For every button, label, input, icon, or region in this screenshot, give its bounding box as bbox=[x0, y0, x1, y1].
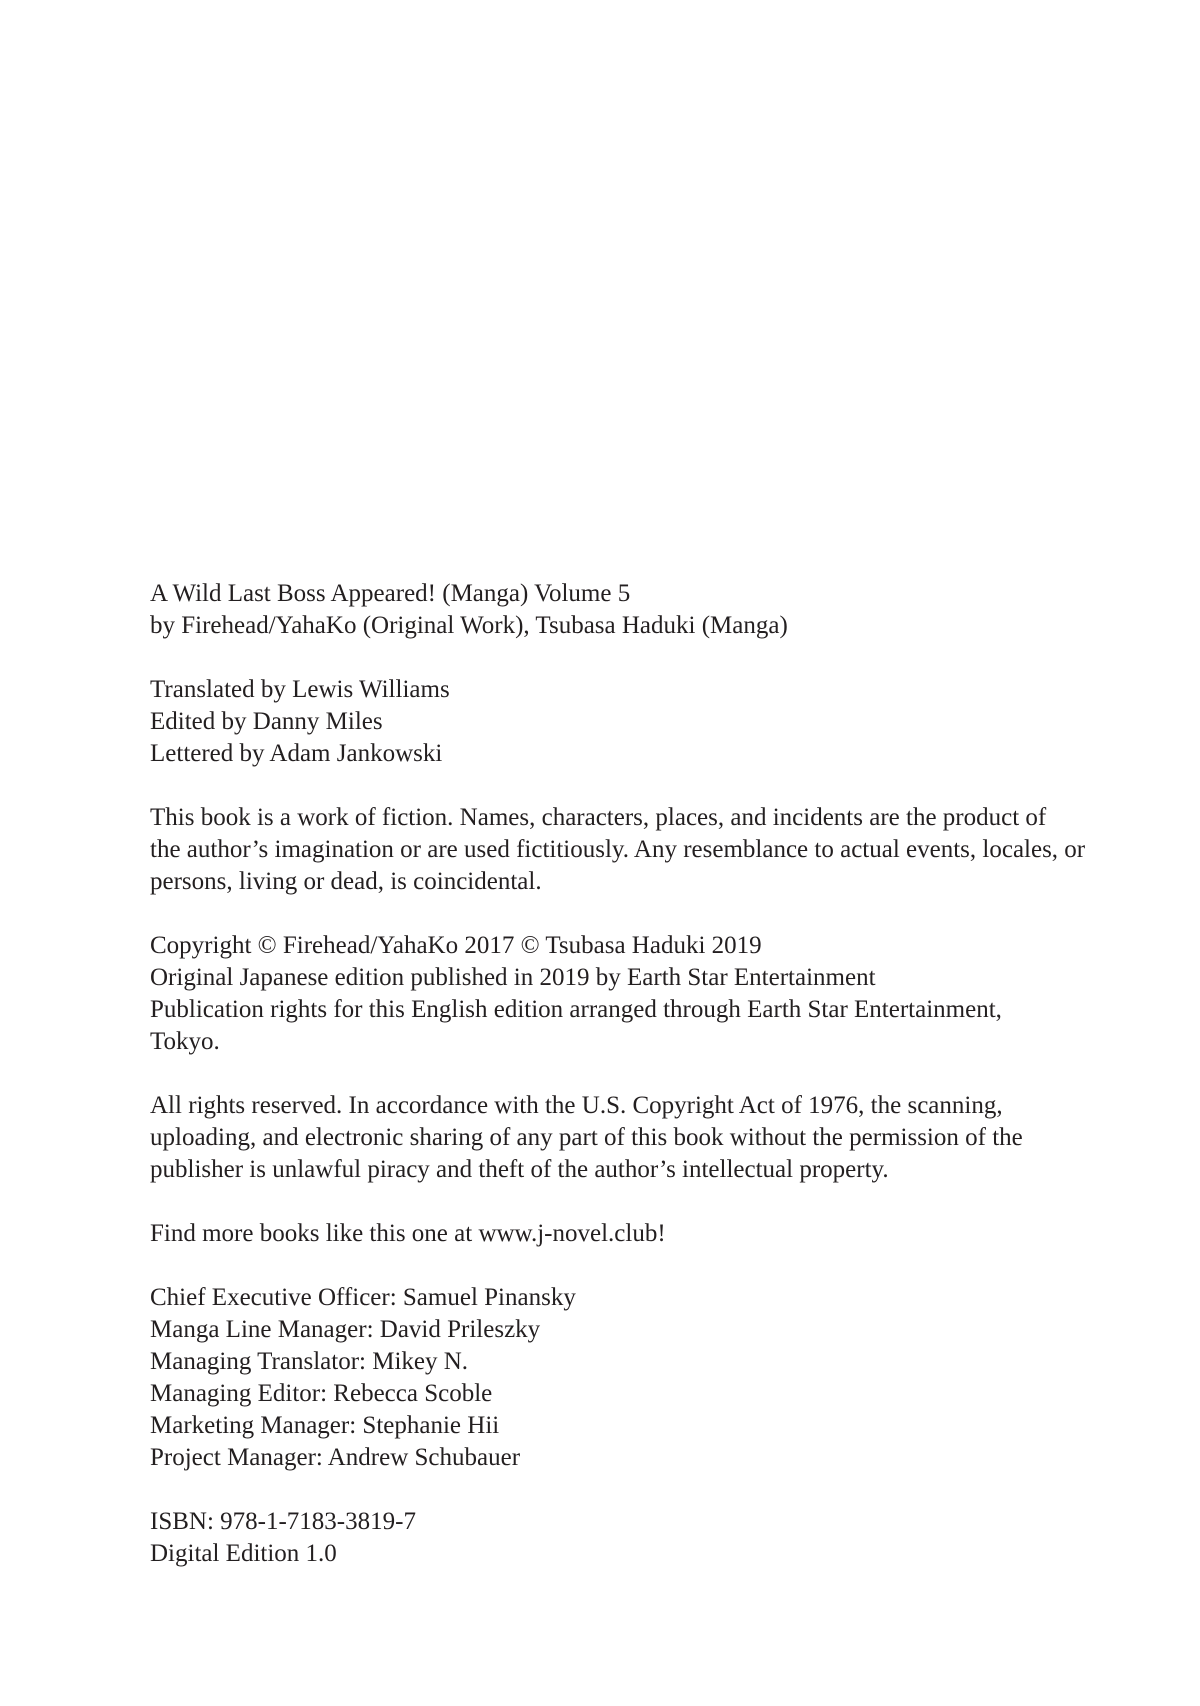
staff-managing-translator: Managing Translator: Mikey N. bbox=[150, 1348, 469, 1375]
disclaimer-line: persons, living or dead, is coincidental. bbox=[150, 868, 542, 895]
edition-version: Digital Edition 1.0 bbox=[150, 1540, 337, 1567]
isbn: ISBN: 978-1-7183-3819-7 bbox=[150, 1508, 416, 1535]
find-more-text: Find more books like this one at www.j-novel.club! bbox=[150, 1220, 666, 1247]
fiction-disclaimer bbox=[150, 802, 1150, 898]
letterer-credit: Lettered by Adam Jankowski bbox=[150, 740, 443, 767]
rights-paragraph bbox=[150, 1090, 1150, 1186]
book-byline: by Firehead/YahaKo (Original Work), Tsubasa Haduki (Manga) bbox=[150, 612, 788, 639]
rights-line: All rights reserved. In accordance with the U.S. Copyright Act of 1976, the scanning, bbox=[150, 1092, 1003, 1119]
edition-paragraph bbox=[150, 1506, 1150, 1570]
staff-marketing-manager: Marketing Manager: Stephanie Hii bbox=[150, 1412, 500, 1439]
editor-credit: Edited by Danny Miles bbox=[150, 708, 383, 735]
rights-line: uploading, and electronic sharing of any part of this book without the permission of the bbox=[150, 1124, 1023, 1151]
translator-credit: Translated by Lewis Williams bbox=[150, 676, 450, 703]
disclaimer-line: This book is a work of fiction. Names, characters, places, and incidents are the product of bbox=[150, 804, 1047, 831]
staff-ceo: Chief Executive Officer: Samuel Pinansky bbox=[150, 1284, 576, 1311]
book-title: A Wild Last Boss Appeared! (Manga) Volume 5 bbox=[150, 580, 631, 607]
copyright-line: Tokyo. bbox=[150, 1028, 220, 1055]
copyright-line: Copyright © Firehead/YahaKo 2017 © Tsubasa Haduki 2019 bbox=[150, 932, 762, 959]
copyright-text-block bbox=[150, 578, 1150, 1570]
disclaimer-line: the author’s imagination or are used fictitiously. Any resemblance to actual events, locales, or bbox=[150, 836, 1086, 863]
staff-list bbox=[150, 1282, 1150, 1474]
copyright-paragraph bbox=[150, 930, 1150, 1058]
copyright-line: Publication rights for this English edition arranged through Earth Star Entertainment, bbox=[150, 996, 1002, 1023]
staff-managing-editor: Managing Editor: Rebecca Scoble bbox=[150, 1380, 493, 1407]
staff-manga-line-manager: Manga Line Manager: David Prileszky bbox=[150, 1316, 541, 1343]
credits-paragraph bbox=[150, 674, 1150, 770]
copyright-line: Original Japanese edition published in 2019 by Earth Star Entertainment bbox=[150, 964, 876, 991]
staff-project-manager: Project Manager: Andrew Schubauer bbox=[150, 1444, 521, 1471]
rights-line: publisher is unlawful piracy and theft of the author’s intellectual property. bbox=[150, 1156, 889, 1183]
title-paragraph bbox=[150, 578, 1150, 642]
find-more-paragraph bbox=[150, 1218, 1150, 1250]
